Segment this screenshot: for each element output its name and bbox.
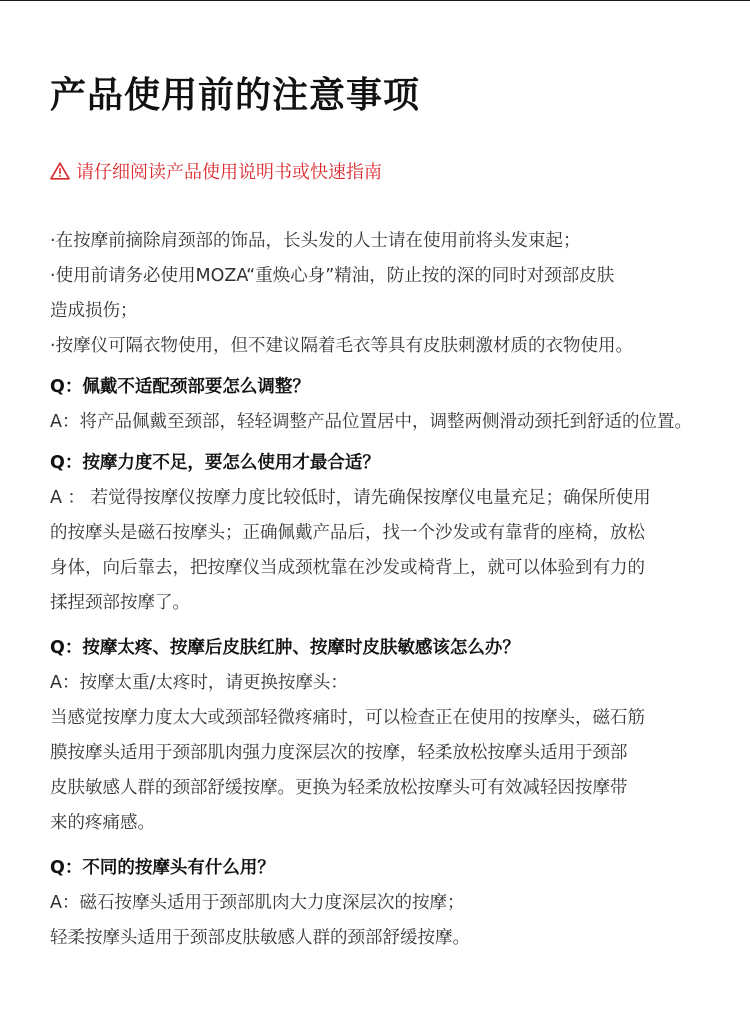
faq-question: Q：按摩力度不足，要怎么使用才最合适？ bbox=[50, 453, 380, 473]
page-title: 产品使用前的注意事项 bbox=[50, 75, 421, 116]
faq-answer-line: 的按摩头是磁石按摩头；正确佩戴产品后，找一个沙发或有靠背的座椅，放松 bbox=[50, 523, 645, 543]
top-divider bbox=[0, 0, 750, 1]
faq-item bbox=[50, 370, 702, 440]
note-line: ·按摩仪可隔衣物使用，但不建议隔着毛衣等具有皮肤刺激材质的衣物使用。 bbox=[50, 336, 634, 356]
note-line: ·使用前请务必使用MOZA“重焕心身”精油，防止按的深的同时对颈部皮肤 bbox=[50, 266, 615, 286]
faq-answer-line: 来的疼痛感。 bbox=[50, 813, 155, 833]
warning-text: 请仔细阅读产品使用说明书或快速指南 bbox=[76, 162, 382, 183]
faq-answer-line: 皮肤敏感人群的颈部舒缓按摩。更换为轻柔放松按摩头可有效减轻因按摩带 bbox=[50, 778, 628, 798]
faq-answer-line: 身体，向后靠去，把按摩仪当成颈枕靠在沙发或椅背上，就可以体验到有力的 bbox=[50, 558, 645, 578]
faq-item bbox=[50, 851, 702, 956]
faq-question: Q：按摩太疼、按摩后皮肤红肿、按摩时皮肤敏感该怎么办？ bbox=[50, 638, 520, 658]
faq-item bbox=[50, 631, 702, 841]
faq-answer-line: A：磁石按摩头适用于颈部肌肉大力度深层次的按摩； bbox=[50, 893, 465, 913]
faq-answer-line: 揉捏颈部按摩了。 bbox=[50, 593, 190, 613]
note-line: ·在按摩前摘除肩颈部的饰品，长头发的人士请在使用前将头发束起； bbox=[50, 231, 581, 251]
warning-notice bbox=[50, 156, 382, 186]
content-body bbox=[50, 224, 702, 956]
warning-icon bbox=[50, 162, 76, 180]
faq-answer-line: A：将产品佩戴至颈部，轻轻调整产品位置居中，调整两侧滑动颈托到舒适的位置。 bbox=[50, 412, 692, 432]
faq-question: Q：佩戴不适配颈部要怎么调整？ bbox=[50, 377, 310, 397]
faq-question: Q：不同的按摩头有什么用？ bbox=[50, 858, 275, 878]
faq-answer-line: 轻柔按摩头适用于颈部皮肤敏感人群的颈部舒缓按摩。 bbox=[50, 928, 470, 948]
faq-answer-line: 膜按摩头适用于颈部肌肉强力度深层次的按摩，轻柔放松按摩头适用于颈部 bbox=[50, 743, 628, 763]
note-line: 造成损伤； bbox=[50, 301, 138, 321]
faq-answer-line: A ： 若觉得按摩仪按摩力度比较低时，请先确保按摩仪电量充足；确保所使用 bbox=[50, 488, 651, 508]
faq-answer-line: A：按摩太重/太疼时，请更换按摩头： bbox=[50, 673, 348, 693]
faq-item bbox=[50, 446, 702, 621]
notes-list bbox=[50, 224, 702, 364]
faq-answer-line: 当感觉按摩力度太大或颈部轻微疼痛时，可以检查正在使用的按摩头，磁石筋 bbox=[50, 708, 645, 728]
